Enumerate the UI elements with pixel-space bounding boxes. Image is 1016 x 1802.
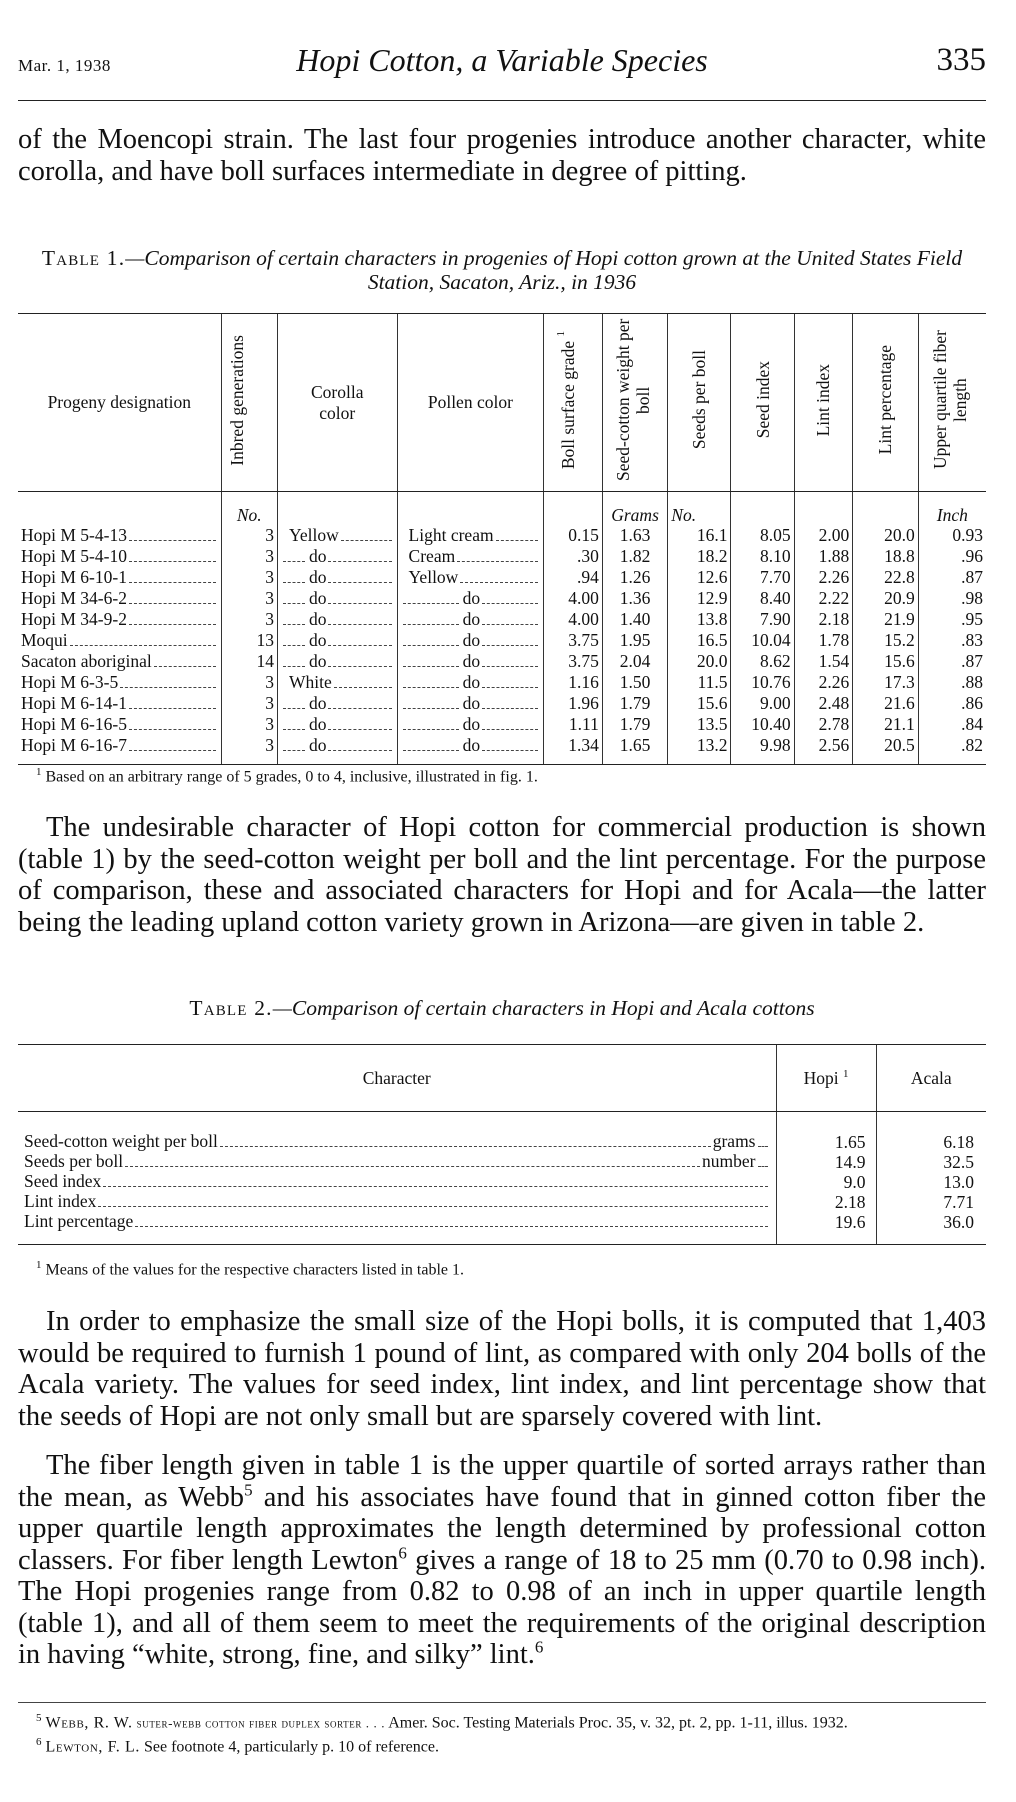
col-boll-surface-grade: Boll surface grade $^1$ — [544, 314, 603, 492]
cell-progeny: Hopi M 5-4-13 — [18, 525, 221, 546]
cell-inbred: 3 — [221, 735, 277, 765]
cell-progeny: Hopi M 6-16-7 — [18, 735, 221, 765]
cell-inbred: 3 — [221, 546, 277, 567]
cell-lint-percentage: 21.1 — [853, 714, 918, 735]
cell-hopi: 2.18 — [776, 1192, 876, 1212]
cell-lint-percentage: 22.8 — [853, 567, 918, 588]
cell-corolla: do — [277, 735, 397, 765]
cell-seed-cotton-weight: 1.82 — [602, 546, 667, 567]
cell-pollen: do — [397, 735, 544, 765]
paragraph-3: In order to emphasize the small size of the Hopi bolls, it is computed that 1,403 would be required to furnish 1 pound of lint, as compared with only 204 bolls of the Acala variety. The values for seed index, lint index, and lint percentage show that the seeds of Hopi are not only small but are sparsely covered with lint. — [18, 1306, 986, 1432]
cell-lint-percentage: 15.6 — [853, 651, 918, 672]
cell-progeny: Hopi M 6-14-1 — [18, 693, 221, 714]
table-1-row — [18, 525, 986, 546]
cell-fiber-length: .96 — [918, 546, 986, 567]
cell-lint-percentage: 21.9 — [853, 609, 918, 630]
table-2-row — [18, 1212, 986, 1245]
table-2-footnote: $^1$ Means of the values for the respective characters listed in table 1. — [36, 1259, 464, 1279]
col-hopi: Hopi $^1$ — [776, 1045, 876, 1112]
cell-character: Seeds per boll number — [18, 1152, 776, 1172]
cell-seed-index: 10.76 — [731, 672, 794, 693]
ref-5: 5 — [244, 1480, 253, 1499]
cell-seed-cotton-weight: 1.65 — [602, 735, 667, 765]
cell-seed-index: 8.40 — [731, 588, 794, 609]
table-1-row — [18, 651, 986, 672]
col-pollen-color: Pollen color — [397, 314, 544, 492]
cell-corolla: do — [277, 693, 397, 714]
cell-corolla: White — [277, 672, 397, 693]
cell-lint-percentage: 17.3 — [853, 672, 918, 693]
cell-pollen: do — [397, 714, 544, 735]
cell-lint-percentage: 20.5 — [853, 735, 918, 765]
cell-seed-cotton-weight: 1.26 — [602, 567, 667, 588]
cell-progeny: Hopi M 6-16-5 — [18, 714, 221, 735]
table-1-label: Table 1. — [41, 246, 126, 270]
col-seeds-per-boll: Seeds per boll — [668, 314, 731, 492]
cell-pollen: Light cream — [397, 525, 544, 546]
table-2-row — [18, 1172, 986, 1192]
cell-progeny: Hopi M 6-3-5 — [18, 672, 221, 693]
table-2-row — [18, 1112, 986, 1153]
paragraph-1: of the Moencopi strain. The last four progenies introduce another character, white corolla, and have boll surfaces intermediate in degree of pitting. — [18, 124, 986, 187]
table-2-header-row — [18, 1045, 986, 1112]
cell-boll-grade: 4.00 — [544, 609, 603, 630]
cell-progeny: Hopi M 6-10-1 — [18, 567, 221, 588]
page-number: 335 — [936, 42, 986, 78]
cell-seeds-per-boll: 16.1 — [668, 525, 731, 546]
cell-inbred: 3 — [221, 567, 277, 588]
cell-corolla: do — [277, 609, 397, 630]
cell-seed-index: 7.90 — [731, 609, 794, 630]
table-2-caption — [18, 996, 986, 1020]
table-1-row — [18, 588, 986, 609]
cell-pollen: do — [397, 630, 544, 651]
cell-lint-index: 2.78 — [794, 714, 853, 735]
cell-boll-grade: 1.96 — [544, 693, 603, 714]
cell-inbred: 14 — [221, 651, 277, 672]
ref-6: 6 — [398, 1543, 407, 1562]
cell-seed-cotton-weight: 1.63 — [602, 525, 667, 546]
cell-fiber-length: .95 — [918, 609, 986, 630]
cell-fiber-length: .98 — [918, 588, 986, 609]
cell-pollen: Yellow — [397, 567, 544, 588]
footnote-5: $^5$ Webb, R. W. suter-webb cotton fiber duplex sorter . . . Amer. Soc. Testing Materials Proc. 35, v. 32, pt. 2, pp. 1-11, illus. 1932. — [36, 1712, 848, 1732]
cell-acala: 32.5 — [876, 1152, 986, 1172]
cell-seed-index: 10.40 — [731, 714, 794, 735]
cell-acala: 13.0 — [876, 1172, 986, 1192]
cell-lint-percentage: 18.8 — [853, 546, 918, 567]
col-acala: Acala — [876, 1045, 986, 1112]
cell-seeds-per-boll: 12.6 — [668, 567, 731, 588]
table-2 — [18, 1044, 986, 1245]
cell-seeds-per-boll: 16.5 — [668, 630, 731, 651]
cell-inbred: 3 — [221, 525, 277, 546]
cell-character: Seed-cotton weight per boll grams — [18, 1112, 776, 1153]
cell-boll-grade: 1.34 — [544, 735, 603, 765]
page — [18, 0, 987, 1756]
cell-character: Lint index — [18, 1192, 776, 1212]
cell-seed-index: 9.00 — [731, 693, 794, 714]
cell-seeds-per-boll: 18.2 — [668, 546, 731, 567]
table-1 — [18, 313, 986, 765]
cell-inbred: 3 — [221, 714, 277, 735]
table-1-footnote: $^1$ Based on an arbitrary range of 5 grades, 0 to 4, inclusive, illustrated in fig. 1. — [36, 766, 538, 786]
cell-acala: 36.0 — [876, 1212, 986, 1245]
cell-fiber-length: .82 — [918, 735, 986, 765]
cell-fiber-length: 0.93 — [918, 525, 986, 546]
cell-lint-index: 2.56 — [794, 735, 853, 765]
cell-pollen: do — [397, 672, 544, 693]
table-1-header-row — [18, 314, 986, 492]
cell-lint-index: 1.54 — [794, 651, 853, 672]
cell-lint-index: 1.88 — [794, 546, 853, 567]
table-1-row — [18, 735, 986, 765]
cell-corolla: do — [277, 567, 397, 588]
cell-acala: 6.18 — [876, 1112, 986, 1153]
table-1-row — [18, 630, 986, 651]
cell-seed-index: 8.05 — [731, 525, 794, 546]
header-title: Hopi Cotton, a Variable Species — [296, 42, 708, 78]
cell-pollen: do — [397, 588, 544, 609]
footnote-6: $^6$ Lewton, F. L. See footnote 4, particularly p. 10 of reference. — [36, 1735, 439, 1756]
table-1-row — [18, 567, 986, 588]
cell-progeny: Hopi M 34-9-2 — [18, 609, 221, 630]
cell-corolla: do — [277, 546, 397, 567]
table-2-row — [18, 1192, 986, 1212]
cell-lint-percentage: 15.2 — [853, 630, 918, 651]
cell-lint-index: 2.48 — [794, 693, 853, 714]
cell-fiber-length: .87 — [918, 651, 986, 672]
cell-progeny: Hopi M 5-4-10 — [18, 546, 221, 567]
cell-progeny: Sacaton aboriginal — [18, 651, 221, 672]
cell-seeds-per-boll: 15.6 — [668, 693, 731, 714]
cell-progeny: Moqui — [18, 630, 221, 651]
cell-hopi: 14.9 — [776, 1152, 876, 1172]
cell-seeds-per-boll: 20.0 — [668, 651, 731, 672]
cell-hopi: 9.0 — [776, 1172, 876, 1192]
cell-pollen: do — [397, 609, 544, 630]
table-2-label: Table 2. — [189, 996, 273, 1020]
cell-inbred: 3 — [221, 588, 277, 609]
col-lint-index: Lint index — [794, 314, 853, 492]
cell-pollen: do — [397, 693, 544, 714]
page-footnotes — [18, 1702, 986, 1757]
table-1-row — [18, 672, 986, 693]
cell-seed-index: 7.70 — [731, 567, 794, 588]
running-header — [18, 0, 986, 101]
cell-lint-index: 2.22 — [794, 588, 853, 609]
cell-seeds-per-boll: 13.2 — [668, 735, 731, 765]
cell-fiber-length: .87 — [918, 567, 986, 588]
cell-seed-cotton-weight: 1.79 — [602, 714, 667, 735]
table-2-caption-text: —Comparison of certain characters in Hopi and Acala cottons — [272, 996, 815, 1020]
cell-seed-index: 9.98 — [731, 735, 794, 765]
cell-corolla: do — [277, 651, 397, 672]
header-date: Mar. 1, 1938 — [18, 56, 111, 75]
cell-seeds-per-boll: 11.5 — [668, 672, 731, 693]
cell-inbred: 13 — [221, 630, 277, 651]
cell-character: Seed index — [18, 1172, 776, 1192]
cell-lint-percentage: 21.6 — [853, 693, 918, 714]
table-2-row — [18, 1152, 986, 1172]
cell-fiber-length: .83 — [918, 630, 986, 651]
cell-hopi: 1.65 — [776, 1112, 876, 1153]
cell-inbred: 3 — [221, 672, 277, 693]
cell-seed-cotton-weight: 1.79 — [602, 693, 667, 714]
table-1-row — [18, 714, 986, 735]
cell-boll-grade: 0.15 — [544, 525, 603, 546]
cell-fiber-length: .86 — [918, 693, 986, 714]
cell-corolla: do — [277, 588, 397, 609]
cell-lint-index: 2.00 — [794, 525, 853, 546]
table-1-row — [18, 609, 986, 630]
cell-hopi: 19.6 — [776, 1212, 876, 1245]
cell-pollen: do — [397, 651, 544, 672]
paragraph-2: The undesirable character of Hopi cotton for commercial production is shown (table 1) by the seed-cotton weight per boll and the lint percentage. For the purpose of comparison, these and associated characters for Hopi and for Acala—the latter being the leading upland cotton variety grown in Arizona—are given in table 2. — [18, 812, 986, 938]
cell-seed-cotton-weight: 1.36 — [602, 588, 667, 609]
ref-6b: 6 — [534, 1637, 544, 1657]
cell-corolla: do — [277, 714, 397, 735]
cell-lint-percentage: 20.9 — [853, 588, 918, 609]
table-1-row — [18, 693, 986, 714]
cell-boll-grade: 3.75 — [544, 651, 603, 672]
cell-seed-index: 8.62 — [731, 651, 794, 672]
cell-lint-index: 1.78 — [794, 630, 853, 651]
col-upper-quartile-fiber-length: Upper quartile fiber length — [918, 314, 986, 492]
cell-lint-percentage: 20.0 — [853, 525, 918, 546]
cell-boll-grade: 3.75 — [544, 630, 603, 651]
col-seed-index: Seed index — [731, 314, 794, 492]
cell-inbred: 3 — [221, 693, 277, 714]
col-seed-cotton-weight: Seed-cotton weight per boll — [602, 314, 667, 492]
table-1-row — [18, 546, 986, 567]
col-character: Character — [18, 1045, 776, 1112]
cell-seeds-per-boll: 13.5 — [668, 714, 731, 735]
cell-corolla: Yellow — [277, 525, 397, 546]
col-inbred-generations: Inbred generations — [221, 314, 277, 492]
cell-fiber-length: .84 — [918, 714, 986, 735]
cell-progeny: Hopi M 34-6-2 — [18, 588, 221, 609]
cell-seed-cotton-weight: 1.50 — [602, 672, 667, 693]
cell-seed-index: 8.10 — [731, 546, 794, 567]
cell-fiber-length: .88 — [918, 672, 986, 693]
cell-boll-grade: .94 — [544, 567, 603, 588]
cell-lint-index: 2.18 — [794, 609, 853, 630]
cell-seed-cotton-weight: 2.04 — [602, 651, 667, 672]
col-progeny-designation: Progeny designation — [18, 314, 221, 492]
cell-boll-grade: 1.16 — [544, 672, 603, 693]
cell-seeds-per-boll: 12.9 — [668, 588, 731, 609]
paragraph-4: The fiber length given in table 1 is the upper quartile of sorted arrays rather than the mean, as Webb$^5$ and his associates have found that in ginned cotton fiber the upper quartile length approximates the length determined by professional cotton classers. For fiber length Lewton$^6$ gives a range of 18 to 25 mm (0.70 to 0.98 inch). The Hopi progenies range from 0.82 to 0.98 of an inch in upper quartile length (table 1), and all of them seem to meet the requirements of the original description in having “white, strong, fine, and silky” lint.$^6$ — [18, 1450, 987, 1670]
cell-inbred: 3 — [221, 609, 277, 630]
cell-lint-index: 2.26 — [794, 672, 853, 693]
cell-boll-grade: 1.11 — [544, 714, 603, 735]
cell-acala: 7.71 — [876, 1192, 986, 1212]
cell-seed-cotton-weight: 1.40 — [602, 609, 667, 630]
table-1-units-row: No. Grams No. Inch — [18, 492, 986, 526]
cell-boll-grade: .30 — [544, 546, 603, 567]
table-1-caption-text: —Comparison of certain characters in progenies of Hopi cotton grown at the United States Field Station, Sacaton, Ariz., in 1936 — [125, 246, 963, 294]
cell-boll-grade: 4.00 — [544, 588, 603, 609]
cell-seed-index: 10.04 — [731, 630, 794, 651]
cell-lint-index: 2.26 — [794, 567, 853, 588]
cell-seeds-per-boll: 13.8 — [668, 609, 731, 630]
table-1-caption — [18, 246, 986, 294]
col-lint-percentage: Lint percentage — [853, 314, 918, 492]
cell-seed-cotton-weight: 1.95 — [602, 630, 667, 651]
cell-corolla: do — [277, 630, 397, 651]
cell-character: Lint percentage — [18, 1212, 776, 1245]
cell-pollen: Cream — [397, 546, 544, 567]
col-corolla-color: Corolla color — [277, 314, 397, 492]
